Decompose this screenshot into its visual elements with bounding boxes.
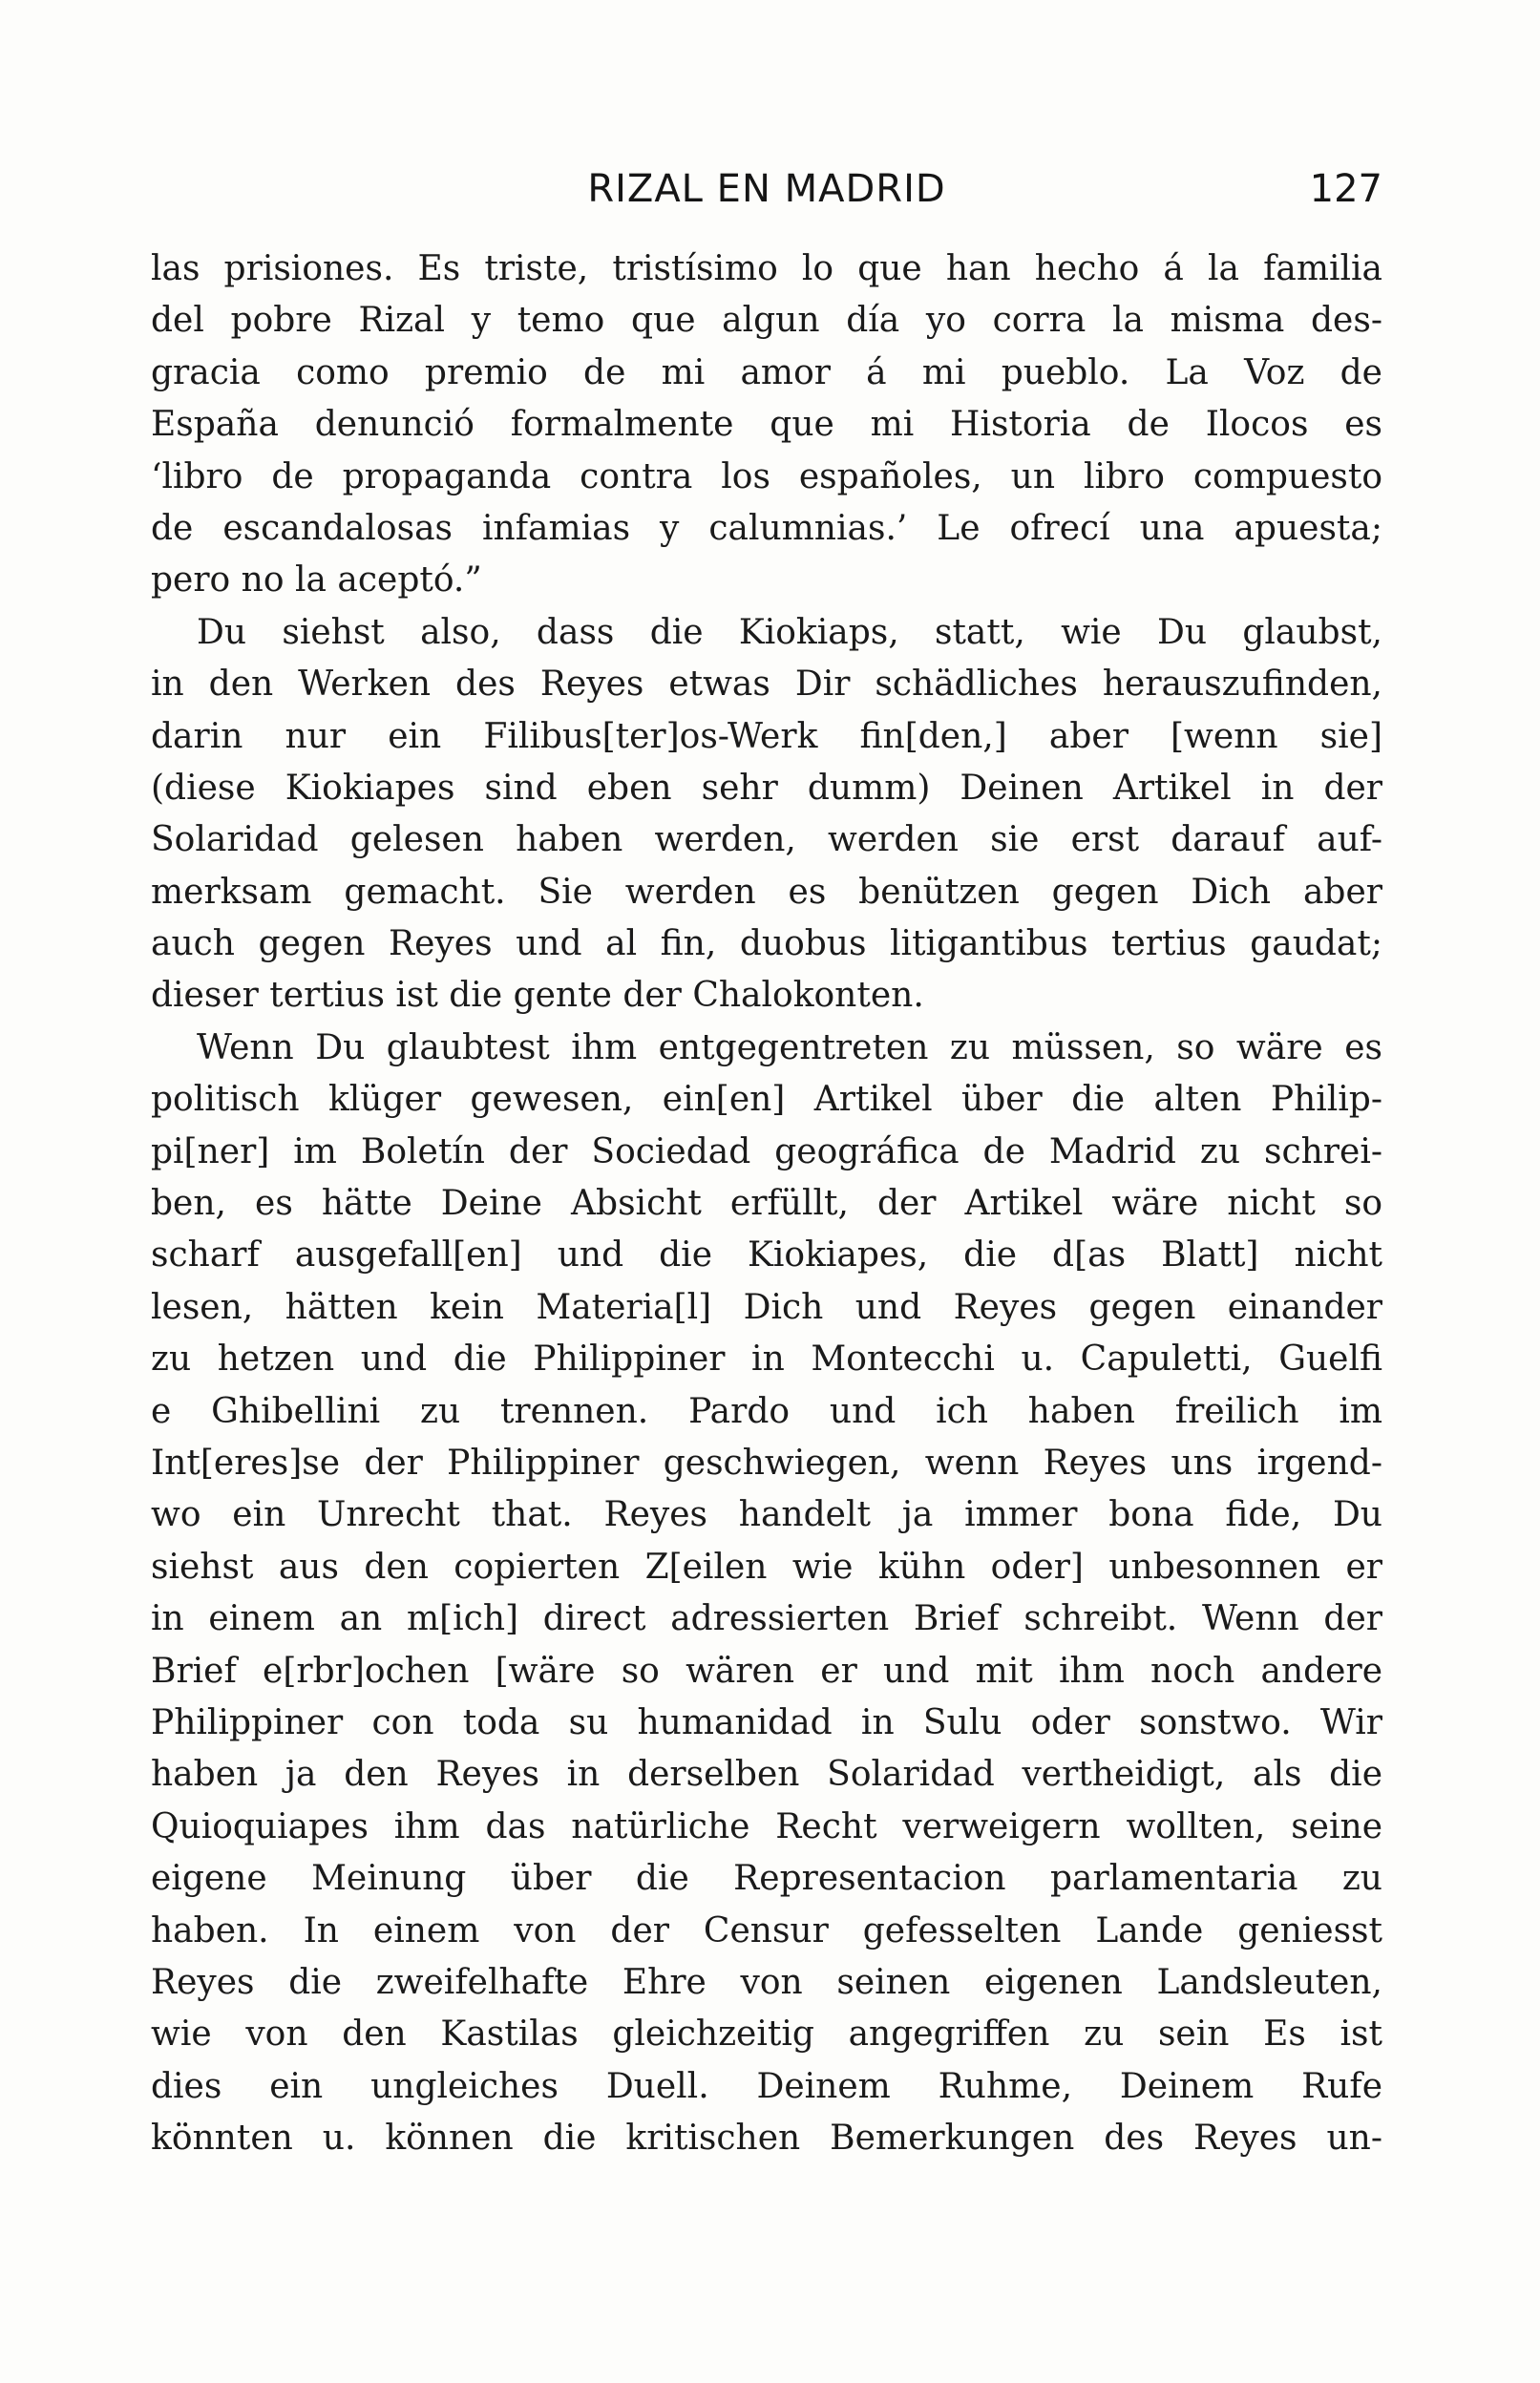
text-line: auch gegen Reyes und al fin, duobus litigantibus tertius gaudat; — [151, 924, 1382, 964]
text-line: las prisiones. Es triste, tristísimo lo que han hecho á la familia — [151, 249, 1382, 288]
text-line: lesen, hätten kein Materia[l] Dich und Reyes gegen einander — [151, 1287, 1382, 1327]
text-line: de escandalosas infamias y calumnias.’ Le ofrecí una apuesta; — [151, 508, 1382, 548]
text-line: in den Werken des Reyes etwas Dir schädliches herauszufinden, — [151, 664, 1382, 705]
page-number: 127 — [1309, 167, 1382, 211]
paragraph-2 — [151, 607, 1382, 1023]
text-line: könnten u. können die kritischen Bemerkungen des Reyes un- — [151, 2119, 1382, 2159]
text-line: darin nur ein Filibus[ter]os-Werk fin[den,] aber [wenn sie] — [151, 716, 1382, 756]
text-line: dieser tertius ist die gente der Chalokonten. — [151, 976, 924, 1016]
text-line: ben, es hätte Deine Absicht erfüllt, der Artikel wäre nicht so — [151, 1184, 1382, 1224]
text-line: wie von den Kastilas gleichzeitig angegriffen zu sein Es ist — [151, 2014, 1382, 2055]
text-line: Du siehst also, dass die Kiokiaps, statt, wie Du glaubst, — [197, 612, 1382, 652]
text-line: ‘libro de propaganda contra los españoles, un libro compuesto — [151, 456, 1382, 496]
text-line: Quioquiapes ihm das natürliche Recht verweigern wollten, seine — [151, 1806, 1382, 1846]
text-line: Solaridad gelesen haben werden, werden sie erst darauf auf- — [151, 820, 1382, 860]
paragraph-1 — [151, 243, 1382, 607]
text-line: Philippiner con toda su humanidad in Sulu oder sonstwo. Wir — [151, 1702, 1382, 1742]
text-line: pero no la aceptó.” — [151, 560, 482, 601]
text-line: merksam gemacht. Sie werden es benützen gegen Dich aber — [151, 872, 1382, 912]
text-line: eigene Meinung über die Representacion parlamentaria zu — [151, 1859, 1382, 1899]
text-line: siehst aus den copierten Z[eilen wie kühn oder] unbesonnen er — [151, 1547, 1382, 1587]
text-line: scharf ausgefall[en] und die Kiokiapes, die d[as Blatt] nicht — [151, 1235, 1382, 1276]
text-line: e Ghibellini zu trennen. Pardo und ich haben freilich im — [151, 1391, 1382, 1431]
text-line: haben. In einem von der Censur gefesselten Lande geniesst — [151, 1910, 1382, 1951]
text-line: pi[ner] im Boletín der Sociedad geográfica de Madrid zu schrei- — [151, 1131, 1382, 1171]
running-title: RIZAL EN MADRID — [587, 167, 946, 211]
text-line: gracia como premio de mi amor á mi pueblo. La Voz de — [151, 352, 1382, 392]
text-line: dies ein ungleiches Duell. Deinem Ruhme, Deinem Rufe — [151, 2066, 1382, 2106]
running-head — [151, 160, 1382, 218]
text-line: haben ja den Reyes in derselben Solaridad vertheidigt, als die — [151, 1755, 1382, 1795]
text-line: (diese Kiokiapes sind eben sehr dumm) Deinen Artikel in der — [151, 768, 1382, 808]
body-text — [151, 243, 1382, 2164]
text-line: Wenn Du glaubtest ihm entgegentreten zu müssen, so wäre es — [197, 1027, 1382, 1067]
text-line: Int[eres]se der Philippiner geschwiegen, wenn Reyes uns irgend- — [151, 1443, 1382, 1483]
text-line: España denunció formalmente que mi Historia de Ilocos es — [151, 405, 1382, 445]
paragraph-3 — [151, 1023, 1382, 2165]
text-line: politisch klüger gewesen, ein[en] Artikel über die alten Philip- — [151, 1080, 1382, 1120]
text-line: in einem an m[ich] direct adressierten Brief schreibt. Wenn der — [151, 1599, 1382, 1639]
text-line: Reyes die zweifelhafte Ehre von seinen eigenen Landsleuten, — [151, 1962, 1382, 2002]
text-line: Brief e[rbr]ochen [wäre so wären er und mit ihm noch andere — [151, 1651, 1382, 1691]
text-line: zu hetzen und die Philippiner in Montecchi u. Capuletti, Guelfi — [151, 1339, 1382, 1380]
text-line: wo ein Unrecht that. Reyes handelt ja immer bona fide, Du — [151, 1495, 1382, 1535]
text-line: del pobre Rizal y temo que algun día yo corra la misma des- — [151, 301, 1382, 341]
